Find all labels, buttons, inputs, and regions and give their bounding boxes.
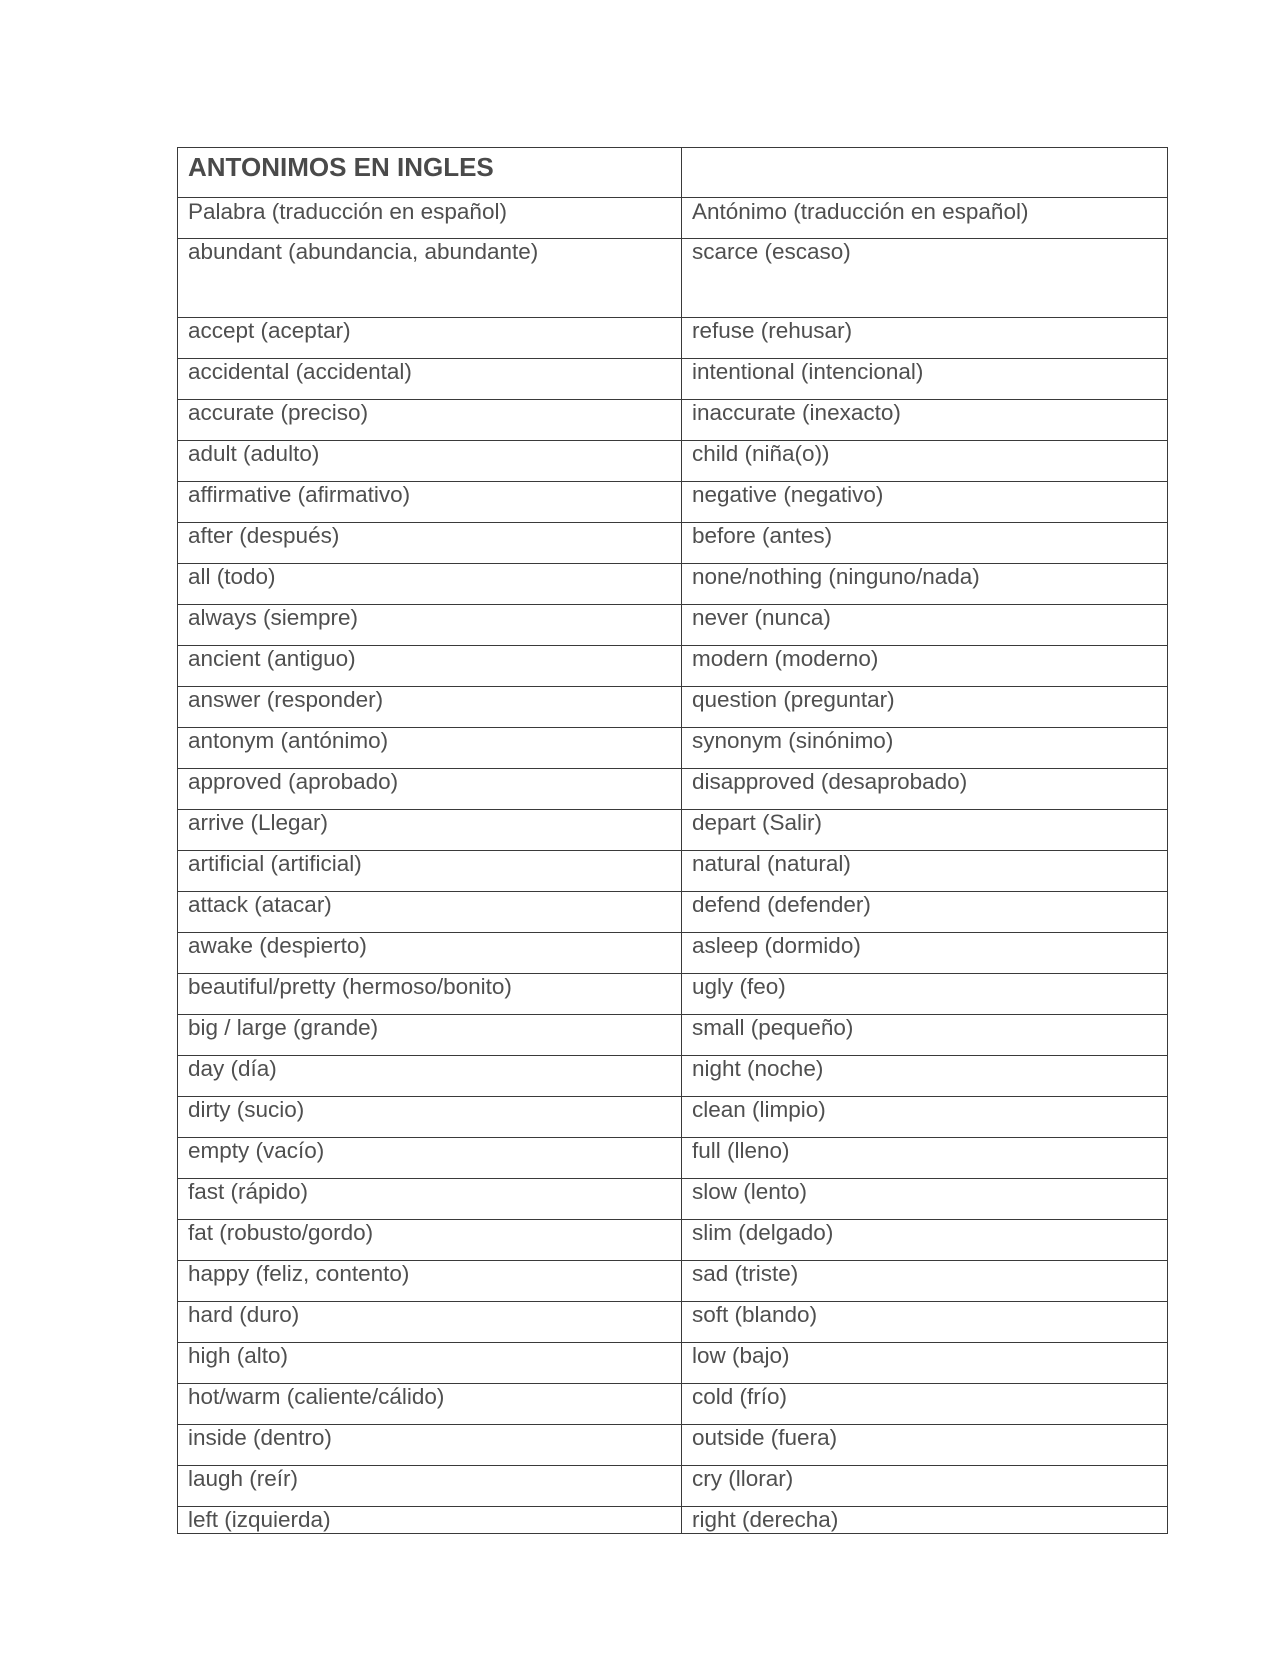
table-row — [178, 318, 1168, 359]
antonym-cell: scarce (escaso) — [682, 239, 1168, 318]
table-row — [178, 1425, 1168, 1466]
table-row — [178, 605, 1168, 646]
antonym-cell: negative (negativo) — [682, 482, 1168, 523]
word-cell: happy (feliz, contento) — [178, 1261, 682, 1302]
antonym-cell: cry (llorar) — [682, 1466, 1168, 1507]
column-header-antonym: Antónimo (traducción en español) — [682, 198, 1168, 239]
word-cell: all (todo) — [178, 564, 682, 605]
antonym-cell: intentional (intencional) — [682, 359, 1168, 400]
word-cell: adult (adulto) — [178, 441, 682, 482]
antonym-cell: natural (natural) — [682, 851, 1168, 892]
table-row — [178, 1015, 1168, 1056]
table-body — [178, 148, 1168, 1534]
word-cell: hard (duro) — [178, 1302, 682, 1343]
table-row — [178, 687, 1168, 728]
word-cell: high (alto) — [178, 1343, 682, 1384]
word-cell: affirmative (afirmativo) — [178, 482, 682, 523]
table-row — [178, 359, 1168, 400]
antonym-cell: outside (fuera) — [682, 1425, 1168, 1466]
word-cell: accept (aceptar) — [178, 318, 682, 359]
table-row — [178, 1384, 1168, 1425]
antonym-cell: full (lleno) — [682, 1138, 1168, 1179]
table-row — [178, 1056, 1168, 1097]
antonym-cell: sad (triste) — [682, 1261, 1168, 1302]
antonym-cell: depart (Salir) — [682, 810, 1168, 851]
word-cell: artificial (artificial) — [178, 851, 682, 892]
table-row — [178, 974, 1168, 1015]
table-row — [178, 523, 1168, 564]
word-cell: antonym (antónimo) — [178, 728, 682, 769]
table-row — [178, 1179, 1168, 1220]
word-cell: attack (atacar) — [178, 892, 682, 933]
word-cell: answer (responder) — [178, 687, 682, 728]
word-cell: after (después) — [178, 523, 682, 564]
antonym-cell: never (nunca) — [682, 605, 1168, 646]
word-cell: hot/warm (caliente/cálido) — [178, 1384, 682, 1425]
table-row — [178, 1261, 1168, 1302]
table-row — [178, 1097, 1168, 1138]
document-title: ANTONIMOS EN INGLES — [178, 148, 682, 198]
antonym-cell: low (bajo) — [682, 1343, 1168, 1384]
antonym-cell: slow (lento) — [682, 1179, 1168, 1220]
antonym-cell: right (derecha) — [682, 1507, 1168, 1534]
table-row — [178, 1138, 1168, 1179]
antonym-cell: disapproved (desaprobado) — [682, 769, 1168, 810]
antonym-cell: clean (limpio) — [682, 1097, 1168, 1138]
word-cell: ancient (antiguo) — [178, 646, 682, 687]
word-cell: fast (rápido) — [178, 1179, 682, 1220]
word-cell: beautiful/pretty (hermoso/bonito) — [178, 974, 682, 1015]
table-row — [178, 933, 1168, 974]
table-row — [178, 564, 1168, 605]
word-cell: approved (aprobado) — [178, 769, 682, 810]
table-row — [178, 1220, 1168, 1261]
word-cell: abundant (abundancia, abundante) — [178, 239, 682, 318]
antonym-cell: refuse (rehusar) — [682, 318, 1168, 359]
antonym-cell: soft (blando) — [682, 1302, 1168, 1343]
word-cell: awake (despierto) — [178, 933, 682, 974]
column-header-word: Palabra (traducción en español) — [178, 198, 682, 239]
table-row — [178, 441, 1168, 482]
word-cell: laugh (reír) — [178, 1466, 682, 1507]
word-cell: fat (robusto/gordo) — [178, 1220, 682, 1261]
word-cell: accurate (preciso) — [178, 400, 682, 441]
antonym-cell: child (niña(o)) — [682, 441, 1168, 482]
table-row — [178, 646, 1168, 687]
antonym-cell: asleep (dormido) — [682, 933, 1168, 974]
antonyms-table — [177, 147, 1168, 1534]
word-cell: accidental (accidental) — [178, 359, 682, 400]
antonym-cell: question (preguntar) — [682, 687, 1168, 728]
antonym-cell: ugly (feo) — [682, 974, 1168, 1015]
title-row — [178, 148, 1168, 198]
word-cell: day (día) — [178, 1056, 682, 1097]
word-cell: left (izquierda) — [178, 1507, 682, 1534]
word-cell: always (siempre) — [178, 605, 682, 646]
antonym-cell: modern (moderno) — [682, 646, 1168, 687]
table-row — [178, 769, 1168, 810]
word-cell: inside (dentro) — [178, 1425, 682, 1466]
antonym-cell: defend (defender) — [682, 892, 1168, 933]
table-row — [178, 1302, 1168, 1343]
antonym-cell: inaccurate (inexacto) — [682, 400, 1168, 441]
table-row — [178, 728, 1168, 769]
title-empty-cell — [682, 148, 1168, 198]
header-row — [178, 198, 1168, 239]
table-row — [178, 1507, 1168, 1534]
table-row — [178, 1343, 1168, 1384]
antonym-cell: night (noche) — [682, 1056, 1168, 1097]
table-row — [178, 1466, 1168, 1507]
antonym-cell: synonym (sinónimo) — [682, 728, 1168, 769]
antonym-cell: cold (frío) — [682, 1384, 1168, 1425]
table-row — [178, 400, 1168, 441]
table-row — [178, 851, 1168, 892]
antonym-cell: none/nothing (ninguno/nada) — [682, 564, 1168, 605]
table-row — [178, 239, 1168, 318]
word-cell: dirty (sucio) — [178, 1097, 682, 1138]
word-cell: arrive (Llegar) — [178, 810, 682, 851]
table-row — [178, 482, 1168, 523]
antonym-cell: small (pequeño) — [682, 1015, 1168, 1056]
antonym-cell: slim (delgado) — [682, 1220, 1168, 1261]
table-row — [178, 892, 1168, 933]
word-cell: empty (vacío) — [178, 1138, 682, 1179]
table-row — [178, 810, 1168, 851]
word-cell: big / large (grande) — [178, 1015, 682, 1056]
antonym-cell: before (antes) — [682, 523, 1168, 564]
